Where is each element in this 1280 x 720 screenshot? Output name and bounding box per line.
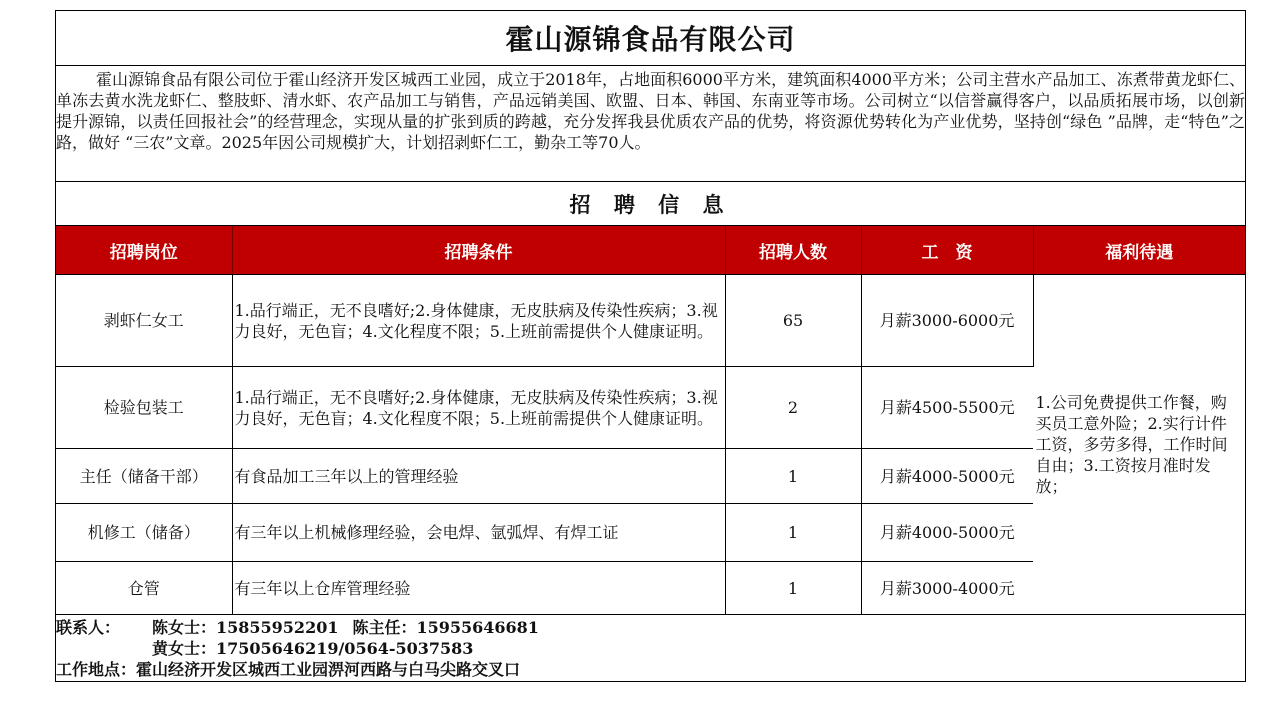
count-cell: 1 [725, 449, 861, 504]
salary-cell: 月薪3000-6000元 [861, 275, 1033, 367]
position-cell: 主任（储备干部） [56, 449, 232, 504]
salary-cell: 月薪4000-5000元 [861, 504, 1033, 562]
position-cell: 剥虾仁女工 [56, 275, 232, 367]
count-cell: 1 [725, 562, 861, 615]
requirements-cell: 1.品行端正，无不良嗜好;2.身体健康，无皮肤病及传染性疾病；3.视力良好，无色盲；4.文化程度不限；5.上班前需提供个人健康证明。 [232, 275, 725, 367]
position-cell: 仓管 [56, 562, 232, 615]
header-position: 招聘岗位 [56, 226, 232, 275]
section-title: 招 聘 信 息 [56, 182, 1245, 226]
contact-person-2: 陈主任：15955646681 [352, 618, 539, 637]
salary-cell: 月薪3000-4000元 [861, 562, 1033, 615]
requirements-cell: 有食品加工三年以上的管理经验 [232, 449, 725, 504]
contact-row [56, 638, 1245, 659]
contact-label: 联系人： [56, 618, 121, 637]
position-cell: 机修工（储备） [56, 504, 232, 562]
contact-block [56, 615, 1245, 680]
recruitment-sheet [55, 10, 1246, 682]
table-row [56, 275, 1245, 367]
contact-row [56, 617, 1245, 638]
salary-cell: 月薪4000-5000元 [861, 449, 1033, 504]
position-cell: 检验包装工 [56, 367, 232, 449]
recruitment-table [56, 226, 1245, 615]
contact-person-3: 黄女士：17505646219/0564-5037583 [152, 639, 474, 658]
contact-person-1: 陈女士：15855952201 [152, 618, 339, 637]
header-count: 招聘人数 [725, 226, 861, 275]
count-cell: 65 [725, 275, 861, 367]
requirements-cell: 1.品行端正，无不良嗜好;2.身体健康，无皮肤病及传染性疾病；3.视力良好，无色盲；4.文化程度不限；5.上班前需提供个人健康证明。 [232, 367, 725, 449]
table-header-row [56, 226, 1245, 275]
requirements-cell: 有三年以上机械修理经验，会电焊、氩弧焊、有焊工证 [232, 504, 725, 562]
header-salary: 工 资 [861, 226, 1033, 275]
header-benefits: 福利待遇 [1033, 226, 1245, 275]
header-requirements: 招聘条件 [232, 226, 725, 275]
work-address: 工作地点：霍山经济开发区城西工业园淠河西路与白马尖路交叉口 [56, 660, 521, 679]
company-intro: 霍山源锦食品有限公司位于霍山经济开发区城西工业园，成立于2018年，占地面积6000平方米，建筑面积4000平方米；公司主营水产品加工、冻煮带黄龙虾仁、单冻去黄水洗龙虾仁、整肢虾、清水虾、农产品加工与销售，产品远销美国、欧盟、日本、韩国、东南亚等市场。公司树立“以信誉赢得客户，以品质拓展市场，以创新提升源锦，以责任回报社会”的经营理念，实现从量的扩张到质的跨越，充分发挥我县优质农产品的优势，将资源优势转化为产业优势，坚持创“绿色 ”品牌，走“特色”之路，做好 “三农”文章。2025年因公司规模扩大，计划招剥虾仁工，勤杂工等70人。 [56, 66, 1245, 182]
requirements-cell: 有三年以上仓库管理经验 [232, 562, 725, 615]
salary-cell: 月薪4500-5500元 [861, 367, 1033, 449]
benefits-cell: 1.公司免费提供工作餐，购买员工意外险；2.实行计件工资，多劳多得，工作时间自由；3.工资按月准时发放； [1033, 275, 1245, 615]
count-cell: 1 [725, 504, 861, 562]
company-title: 霍山源锦食品有限公司 [56, 11, 1245, 66]
count-cell: 2 [725, 367, 861, 449]
